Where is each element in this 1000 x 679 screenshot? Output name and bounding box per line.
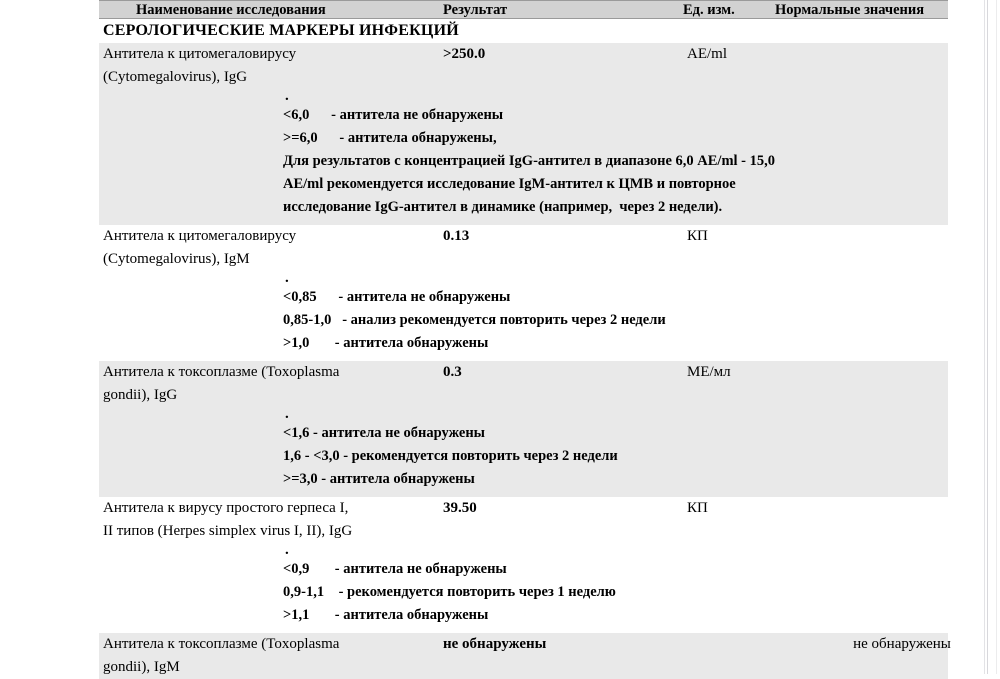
note-marker: . <box>285 406 289 422</box>
test-norm: не обнаружены <box>853 636 951 652</box>
test-name-line: Антитела к токсоплазме (Toxoplasma <box>103 636 340 652</box>
test-result: >250.0 <box>443 46 486 62</box>
result-row-main <box>99 633 951 679</box>
test-name-line: (Cytomegalovirus), IgM <box>103 251 250 267</box>
note-marker: . <box>285 270 289 286</box>
page-edge-rule <box>984 0 985 674</box>
reference-note-line: <0,9 - антитела не обнаружены <box>283 561 507 577</box>
reference-note-line: 0,85-1,0 - анализ рекомендуется повторить через 2 недели <box>283 312 666 328</box>
test-unit: КП <box>687 500 708 516</box>
reference-notes <box>99 271 948 361</box>
reference-notes <box>99 89 948 225</box>
test-unit: AE/ml <box>687 46 727 62</box>
table-row <box>99 633 951 679</box>
column-header-name: Наименование исследования <box>136 2 326 18</box>
results-table <box>99 0 951 679</box>
page-edge-rule <box>987 0 988 674</box>
test-name-line: gondii), IgG <box>103 387 178 403</box>
test-name-line: Антитела к цитомегаловирусу <box>103 228 297 244</box>
reference-notes <box>99 407 948 497</box>
reference-note-line: <0,85 - антитела не обнаружены <box>283 289 511 305</box>
column-header-result: Результат <box>443 2 508 18</box>
test-name <box>103 633 403 679</box>
page-edge-rule <box>996 0 997 674</box>
section-title: СЕРОЛОГИЧЕСКИЕ МАРКЕРЫ ИНФЕКЦИЙ <box>99 19 948 43</box>
reference-note-line: >1,1 - антитела обнаружены <box>283 607 489 623</box>
table-row <box>99 497 948 633</box>
result-row-main <box>99 43 948 89</box>
reference-note-line: <1,6 - антитела не обнаружены <box>283 425 486 441</box>
note-spacer <box>99 407 948 422</box>
test-name-line: Антитела к цитомегаловирусу <box>103 46 297 62</box>
result-row-main <box>99 497 948 543</box>
table-row <box>99 43 948 225</box>
reference-note-line: >=3,0 - антитела обнаружены <box>283 471 475 487</box>
reference-note-line: <6,0 - антитела не обнаружены <box>283 107 504 123</box>
test-result: не обнаружены <box>443 636 547 652</box>
reference-notes <box>99 543 948 633</box>
table-header-row <box>99 0 948 19</box>
table-row <box>99 361 948 497</box>
test-name-line: gondii), IgM <box>103 659 180 675</box>
test-name <box>103 361 403 407</box>
test-name-line: II типов (Herpes simplex virus I, II), IgG <box>103 523 353 539</box>
note-marker: . <box>285 88 289 104</box>
table-row <box>99 225 948 361</box>
result-row-main <box>99 361 948 407</box>
reference-note-line: исследование IgG-антител в динамике (например, через 2 недели). <box>283 199 723 215</box>
note-spacer <box>99 543 948 558</box>
result-row-main <box>99 225 948 271</box>
column-header-norm: Нормальные значения <box>775 2 925 18</box>
test-name <box>103 225 403 271</box>
test-name <box>103 497 403 543</box>
note-spacer <box>99 271 948 286</box>
test-name-line: (Cytomegalovirus), IgG <box>103 69 248 85</box>
note-marker: . <box>285 542 289 558</box>
reference-note-line: 1,6 - <3,0 - рекомендуется повторить через 2 недели <box>283 448 618 464</box>
test-result: 0.3 <box>443 364 462 380</box>
reference-note-line: AE/ml рекомендуется исследование IgM-антител к ЦМВ и повторное <box>283 176 736 192</box>
reference-note-line: 0,9-1,1 - рекомендуется повторить через 1 неделю <box>283 584 616 600</box>
test-result: 39.50 <box>443 500 477 516</box>
test-name-line: Антитела к вирусу простого герпеса I, <box>103 500 349 516</box>
test-unit: МЕ/мл <box>687 364 731 380</box>
test-name-line: Антитела к токсоплазме (Toxoplasma <box>103 364 340 380</box>
reference-note-line: Для результатов с концентрацией IgG-антител в диапазоне 6,0 AE/ml - 15,0 <box>283 153 776 169</box>
column-header-unit: Ед. изм. <box>683 2 735 18</box>
test-name <box>103 43 403 89</box>
test-result: 0.13 <box>443 228 470 244</box>
note-spacer <box>99 89 948 104</box>
reference-note-line: >=6,0 - антитела обнаружены, <box>283 130 497 146</box>
reference-note-line: >1,0 - антитела обнаружены <box>283 335 489 351</box>
test-unit: КП <box>687 228 708 244</box>
